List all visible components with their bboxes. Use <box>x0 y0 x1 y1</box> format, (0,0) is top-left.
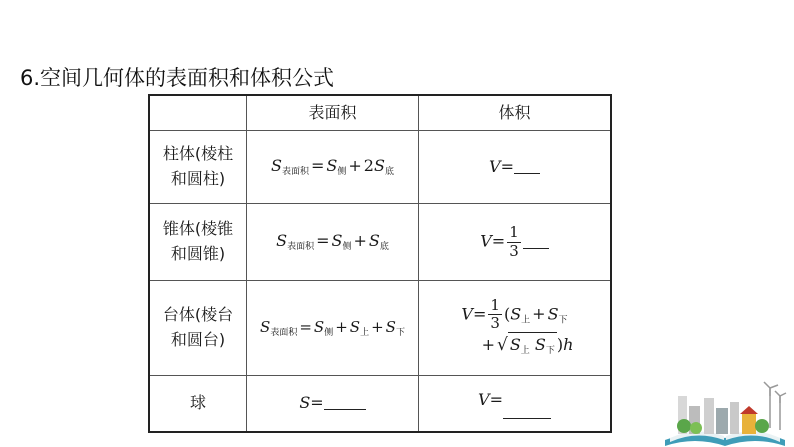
header-volume: 体积 <box>419 95 612 131</box>
sqrt-body: $S_上$ $S_下$ <box>508 332 557 359</box>
row-name-pyramid: 锥体(棱锥 和圆锥) <box>149 204 247 281</box>
formula-table <box>148 94 612 433</box>
volume-formula-prism: V= <box>419 131 612 204</box>
answer-blank <box>523 232 549 249</box>
volume-formula-sphere: V= <box>419 376 612 433</box>
table-row-sphere <box>149 376 611 433</box>
answer-blank <box>514 157 540 174</box>
book-city-icon <box>660 378 790 447</box>
fraction-one-third: $\frac{1}{3}$ <box>490 295 500 333</box>
header-surface-area: 表面积 <box>247 95 419 131</box>
surface-formula-frustum: $S_{表面积} = S_侧 + S_上 + S_下$ <box>247 281 419 376</box>
header-blank <box>149 95 247 131</box>
row-name-frustum: 台体(棱台 和圆台) <box>149 281 247 376</box>
surface-formula-sphere: S= <box>247 376 419 433</box>
table-row-pyramid <box>149 204 611 281</box>
surface-formula-prism: $S_{表面积} = S_侧 + 2S_底$ <box>247 131 419 204</box>
sqrt-icon: √ <box>496 335 508 356</box>
table-header-row <box>149 95 611 131</box>
volume-formula-frustum: V= $\frac{1}{3}$ ($S_上 + S_下$ + √ $S_上$ $S_下$ )h <box>419 281 612 376</box>
row-name-sphere: 球 <box>149 376 247 433</box>
fraction-one-third: $\frac{1}{3}$ <box>509 223 519 260</box>
surface-formula-pyramid: $S_{表面积} = S_侧 + S_底$ <box>247 204 419 281</box>
page-title: 6.空间几何体的表面积和体积公式 <box>20 66 335 90</box>
volume-formula-pyramid: V= $\frac{1}{3}$ <box>419 204 612 281</box>
table-row-frustum <box>149 281 611 376</box>
answer-blank <box>324 393 366 410</box>
row-name-prism: 柱体(棱柱 和圆柱) <box>149 131 247 204</box>
table-row-prism <box>149 131 611 204</box>
answer-blank <box>503 402 551 419</box>
